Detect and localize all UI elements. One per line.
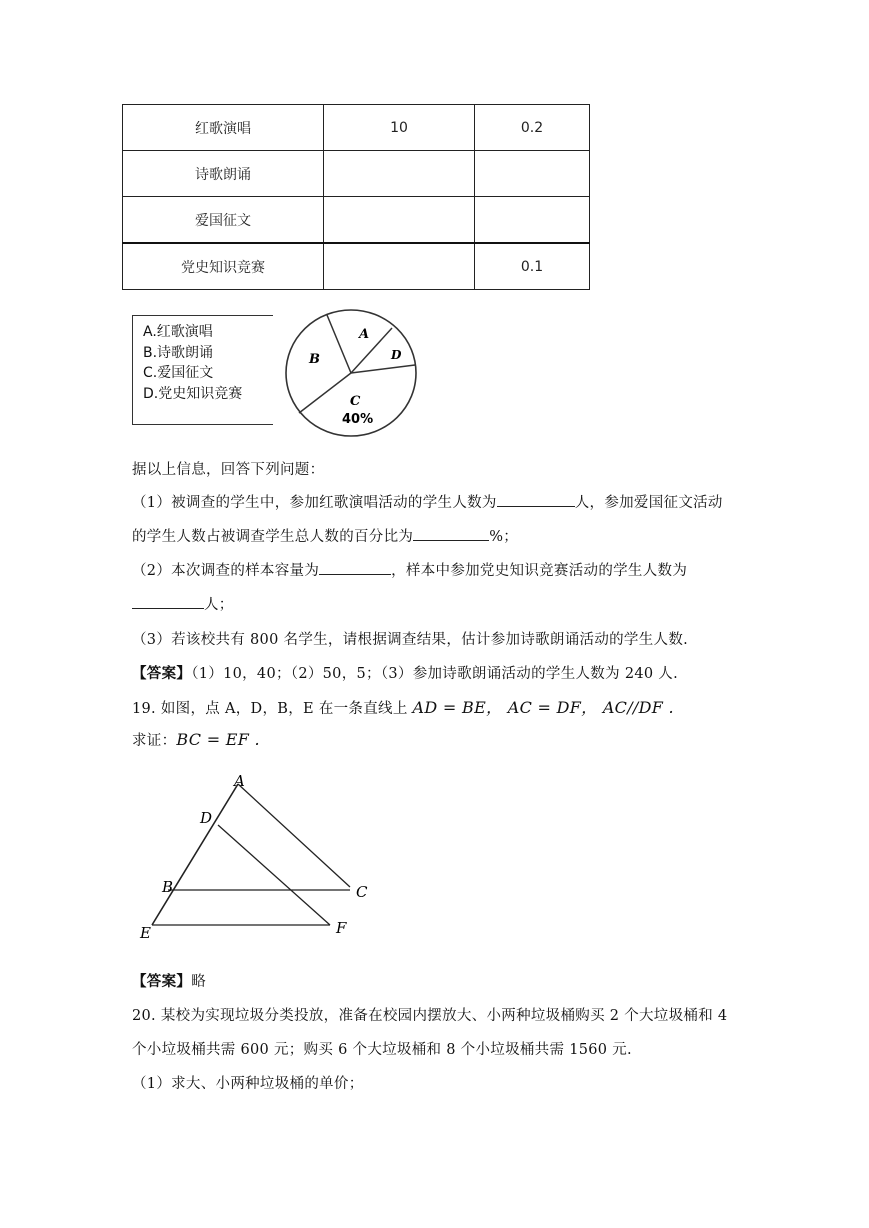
table-row bbox=[123, 197, 590, 244]
pie-chart bbox=[280, 305, 430, 445]
frequency-table bbox=[122, 104, 590, 290]
geometry-figure bbox=[130, 770, 380, 945]
point-label-d: D bbox=[200, 809, 213, 827]
answer-label: 【答案】 bbox=[132, 973, 192, 990]
table-row bbox=[123, 105, 590, 151]
math-expression: ， AC = DF bbox=[486, 698, 582, 717]
line-df bbox=[218, 825, 330, 925]
table-cell: 红歌演唱 bbox=[123, 105, 324, 151]
question-text: 求证： bbox=[132, 733, 177, 749]
pie-legend bbox=[132, 315, 273, 425]
table-cell: 0.1 bbox=[475, 243, 590, 290]
point-label-f: F bbox=[336, 919, 347, 937]
intro-line: 据以上信息，回答下列问题： bbox=[132, 462, 325, 478]
pie-percent-c: 40% bbox=[342, 412, 374, 427]
table-cell: 10 bbox=[324, 105, 475, 151]
answer-blank bbox=[497, 492, 575, 507]
question-19-line-2 bbox=[132, 729, 260, 750]
table-cell bbox=[324, 197, 475, 244]
question-2-line-2 bbox=[132, 593, 234, 614]
pie-label-c: C bbox=[350, 394, 361, 409]
question-text: 人，参加爱国征文活动 bbox=[574, 495, 723, 511]
line-ae bbox=[152, 784, 238, 925]
pie-label-b: B bbox=[309, 352, 320, 367]
answer-text: （1）10，40；（2）50，5；（3）参加诗歌朗诵活动的学生人数为 240 人. bbox=[191, 666, 679, 682]
table-cell bbox=[475, 151, 590, 197]
math-expression: AD = BE bbox=[412, 698, 487, 717]
legend-item: B.诗歌朗诵 bbox=[143, 344, 214, 361]
question-20-line-1: 20. 某校为实现垃圾分类投放，准备在校园内摆放大、小两种垃圾桶购买 2 个大垃圾桶和 4 bbox=[132, 1008, 728, 1024]
math-expression: ， AC//DF . bbox=[581, 698, 674, 717]
table-cell: 0.2 bbox=[475, 105, 590, 151]
question-19-line-1 bbox=[132, 695, 674, 718]
question-text: 人； bbox=[204, 597, 234, 613]
pie-divider bbox=[351, 365, 415, 373]
question-text: （1）被调查的学生中，参加红歌演唱活动的学生人数为 bbox=[132, 495, 497, 511]
legend-item: C.爱国征文 bbox=[143, 365, 214, 381]
answer-blank bbox=[132, 594, 204, 609]
answer-label: 【答案】 bbox=[132, 665, 192, 682]
table-cell: 党史知识竞赛 bbox=[123, 243, 324, 290]
question-text: ，样本中参加党史知识竞赛活动的学生人数为 bbox=[391, 563, 688, 579]
point-label-c: C bbox=[356, 883, 368, 901]
question-text: 19. 如图，点 A，D，B，E 在一条直线上 bbox=[132, 701, 413, 717]
math-expression: BC = EF . bbox=[176, 730, 260, 749]
table-row bbox=[123, 151, 590, 197]
question-2-line-1 bbox=[132, 559, 687, 580]
point-label-e: E bbox=[140, 924, 151, 942]
answer-line-1 bbox=[132, 662, 678, 683]
pie-divider bbox=[299, 373, 351, 413]
question-text: %； bbox=[489, 529, 519, 545]
question-text: （2）本次调查的样本容量为 bbox=[132, 563, 320, 579]
question-text: 的学生人数占被调查学生总人数的百分比为 bbox=[132, 529, 414, 545]
question-20-line-2: 个小垃圾桶共需 600 元；购买 6 个大垃圾桶和 8 个小垃圾桶共需 1560 元. bbox=[132, 1042, 632, 1058]
answer-text: 略 bbox=[191, 974, 207, 990]
table-cell: 诗歌朗诵 bbox=[123, 151, 324, 197]
legend-item: A.红歌演唱 bbox=[143, 324, 213, 340]
question-20-line-3: （1）求大、小两种垃圾桶的单价； bbox=[132, 1076, 364, 1092]
answer-blank bbox=[319, 560, 391, 575]
table-cell bbox=[324, 151, 475, 197]
answer-line-2 bbox=[132, 970, 206, 991]
point-label-b: B bbox=[162, 878, 174, 896]
answer-blank bbox=[413, 526, 489, 541]
legend-item: D.党史知识竞赛 bbox=[143, 385, 243, 402]
question-1-line-1 bbox=[132, 491, 723, 512]
table-row bbox=[123, 243, 590, 290]
table-cell: 爱国征文 bbox=[123, 197, 324, 244]
pie-label-d: D bbox=[391, 348, 402, 362]
question-1-line-2 bbox=[132, 525, 518, 546]
pie-divider bbox=[327, 315, 351, 373]
point-label-a: A bbox=[234, 772, 245, 790]
table-cell bbox=[475, 197, 590, 244]
pie-label-a: A bbox=[359, 327, 370, 342]
question-3-line: （3）若该校共有 800 名学生，请根据调查结果，估计参加诗歌朗诵活动的学生人数. bbox=[132, 632, 689, 648]
table-cell bbox=[324, 243, 475, 290]
pie-divider bbox=[351, 328, 392, 373]
line-ac bbox=[238, 784, 350, 887]
